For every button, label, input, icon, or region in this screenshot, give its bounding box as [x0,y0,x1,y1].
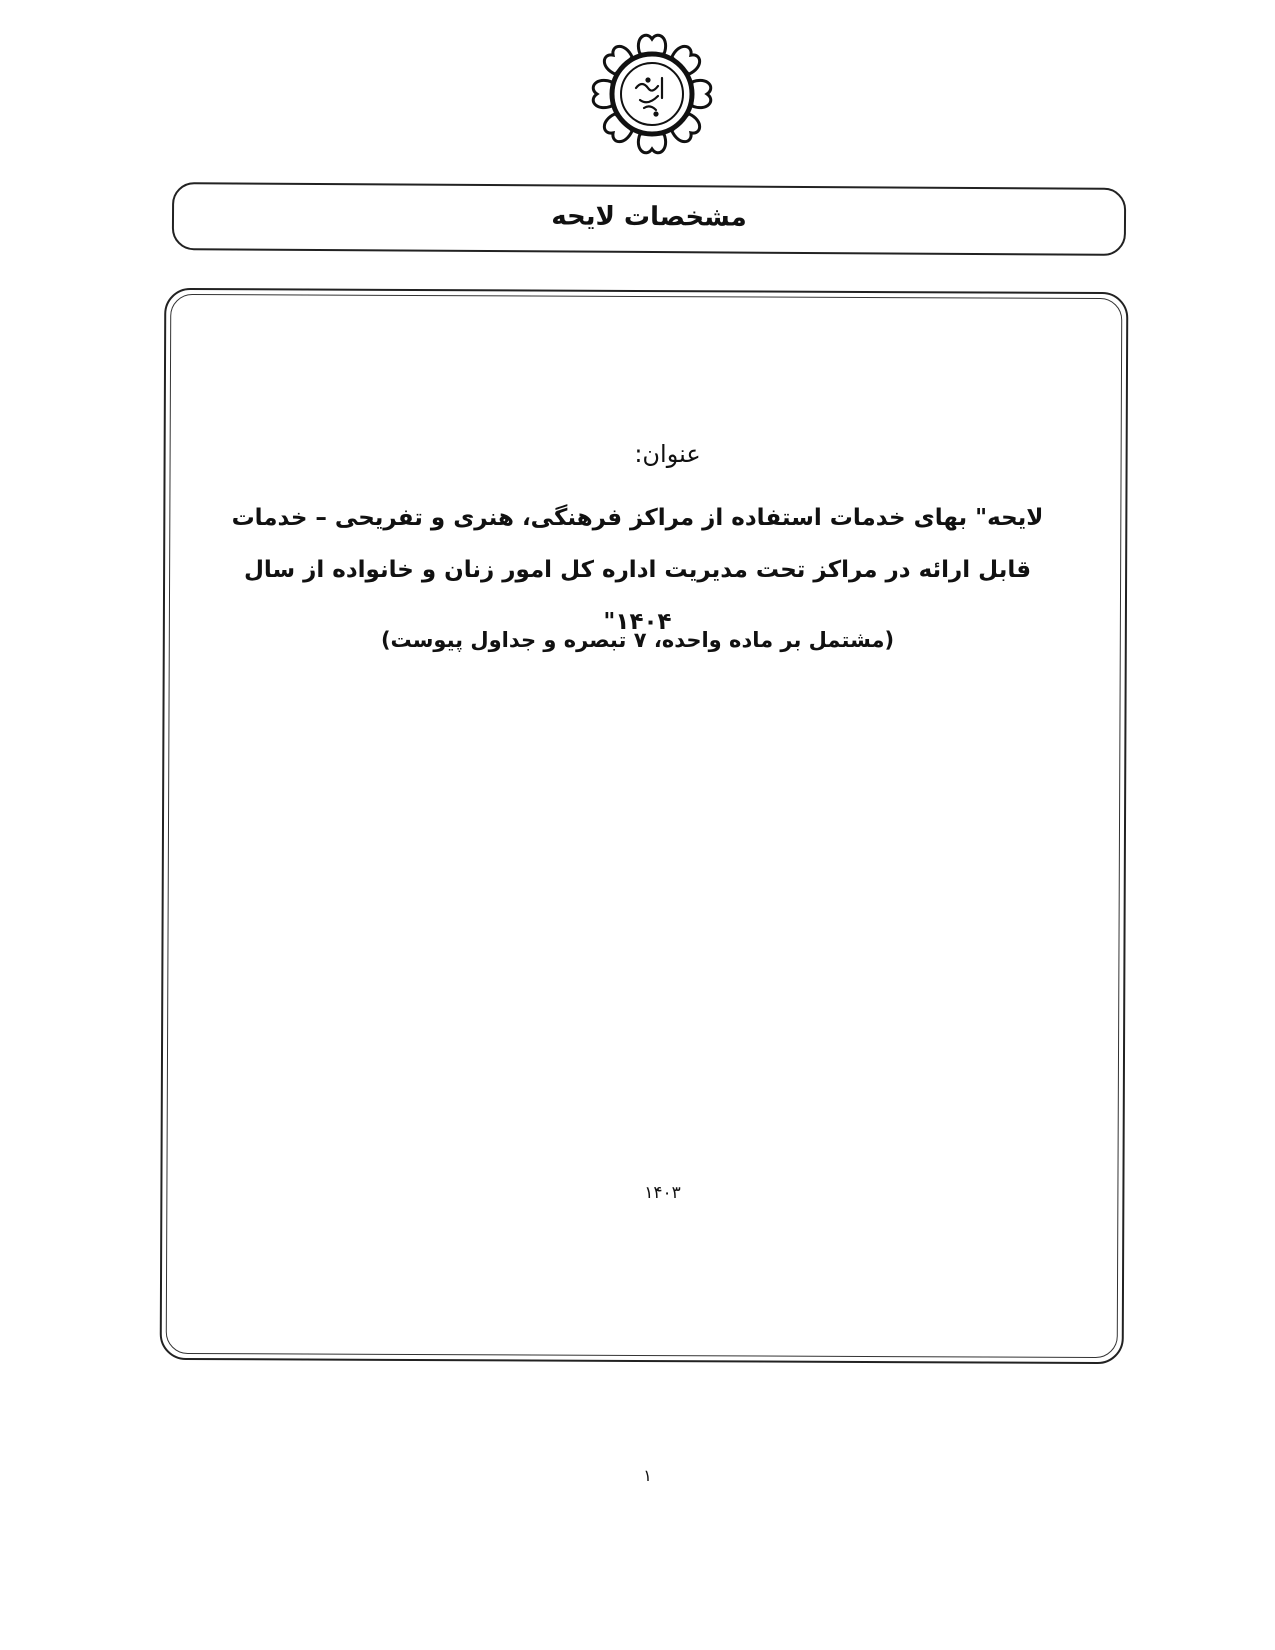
bill-scope: (مشتمل بر ماده واحده، ۷ تبصره و جداول پیوست) [380,628,895,652]
header-title: مشخصات لایحه [551,201,747,233]
tehran-city-council-seal-icon [586,28,718,160]
bill-title: لایحه" بهای خدمات استفاده از مراکز فرهنگی، هنری و تفریحی – خدمات قابل ارائه در مراکز تحت مدیریت اداره کل امور زنان و خانواده از سال ۱۴۰۴" [231,505,1044,635]
page-number: ۱ [643,1466,652,1485]
document-year: ۱۴۰۳ [644,1183,681,1203]
subject-label: عنوان: [634,440,701,468]
header-box [172,182,1126,256]
council-seal-logo [586,28,718,160]
